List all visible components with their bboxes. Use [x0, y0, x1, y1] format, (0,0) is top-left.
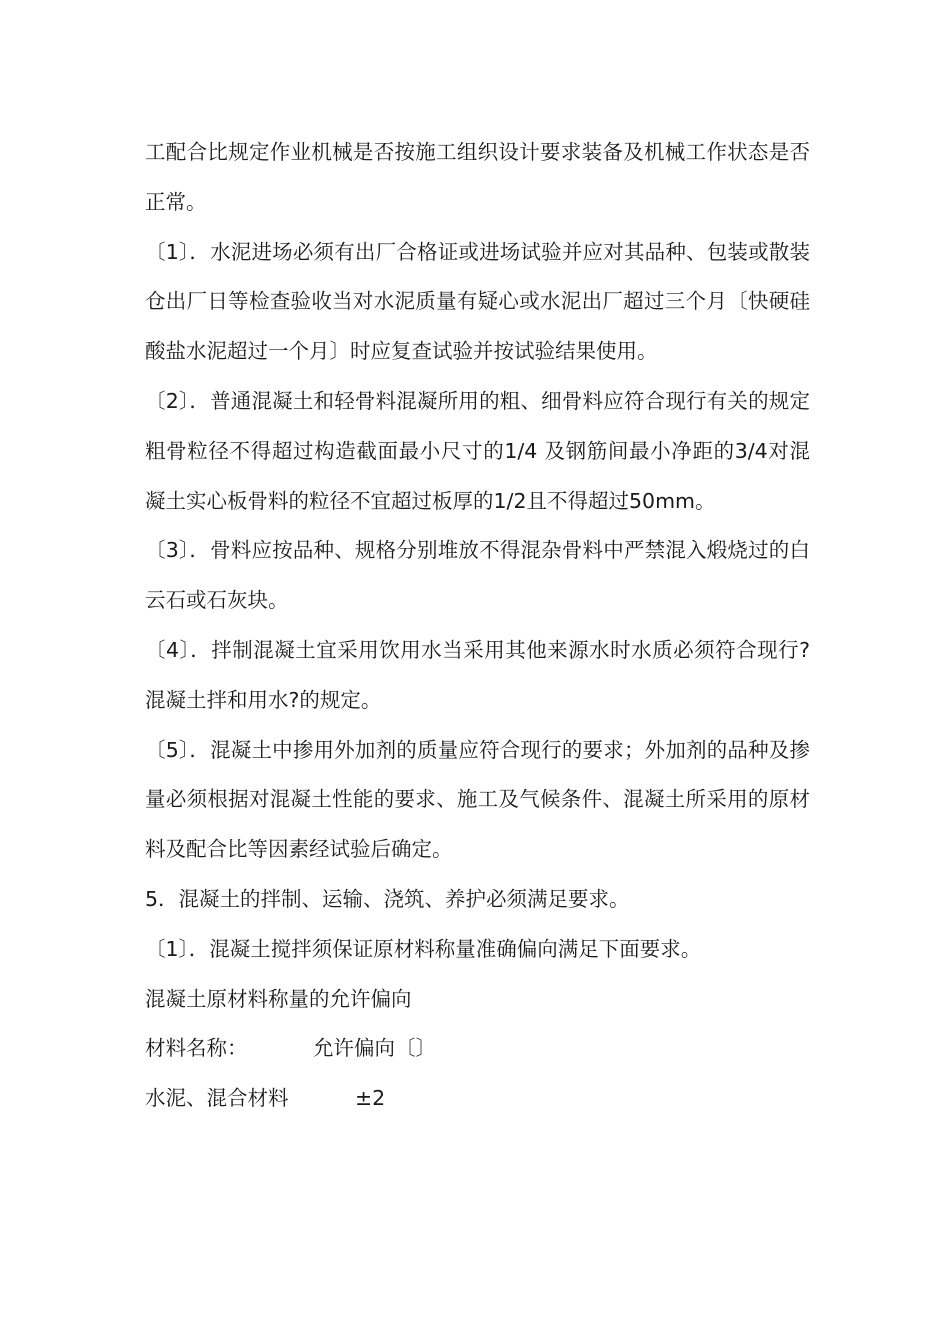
table-cell-material: 水泥、混合材料 — [145, 1086, 289, 1111]
table-title: 混凝土原材料称量的允许偏向 — [145, 986, 412, 1011]
paragraph-cement: 〔1〕．水泥进场必须有出厂合格证或进场试验并应对其品种、包装或散装仓出厂日等检查验收当对水泥质量有疑心或水泥出厂超过三个月〔快硬硅酸盐水泥超过一个月〕时应复查试验并按试验结果使用。 — [145, 239, 810, 364]
document-body — [145, 128, 810, 1124]
paragraph-admixture: 〔5〕．混凝土中掺用外加剂的质量应符合现行的要求；外加剂的品种及掺量必须根据对混凝土性能的要求、施工及气候条件、混凝土所采用的原材料及配合比等因素经试验后确定。 — [145, 737, 810, 862]
section-heading-mixing: 5．混凝土的拌制、运输、浇筑、养护必须满足要求。 — [145, 886, 630, 911]
paragraph-weighing: 〔1〕．混凝土搅拌须保证原材料称量准确偏向满足下面要求。 — [145, 936, 702, 961]
table-header-material: 材料名称： — [145, 1036, 248, 1061]
table-header-deviation: 允许偏向〔〕 — [313, 1036, 436, 1061]
table-header-row — [145, 1024, 810, 1074]
paragraph-mix-ratio: 工配合比规定作业机械是否按施工组织设计要求装备及机械工作状态是否正常。 — [145, 140, 810, 214]
paragraph-aggregate-storage: 〔3〕．骨料应按品种、规格分别堆放不得混杂骨料中严禁混入煅烧过的白云石或石灰块。 — [145, 538, 810, 613]
paragraph-water: 〔4〕．拌制混凝土宜采用饮用水当采用其他来源水时水质必须符合现行?混凝土拌和用水?的规定。 — [145, 637, 810, 712]
table-cell-deviation: ±2 — [355, 1086, 386, 1111]
paragraph-aggregate: 〔2〕．普通混凝土和轻骨料混凝所用的粗、细骨料应符合现行有关的规定粗骨粒径不得超过构造截面最小尺寸的1/4 及钢筋间最小净距的3/4对混凝土实心板骨料的粒径不宜超过板厚的1/2且不得超过50mm。 — [145, 388, 810, 513]
table-row — [145, 1074, 810, 1124]
